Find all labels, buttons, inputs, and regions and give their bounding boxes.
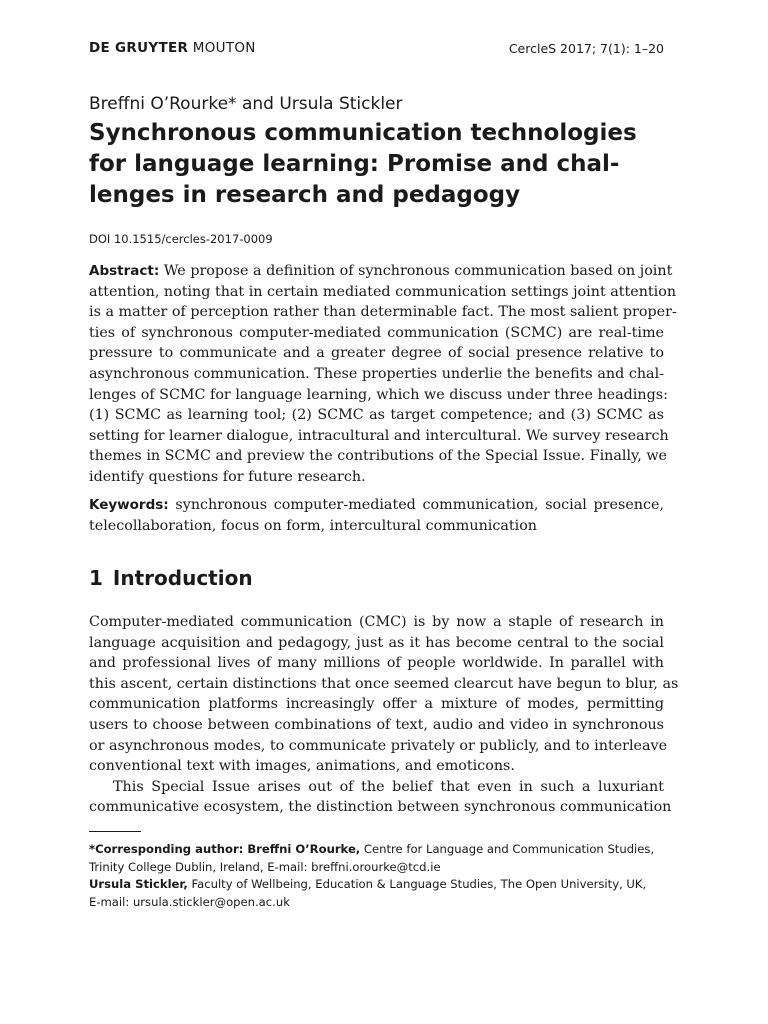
corresponding-author-label: *Corresponding author: Breffni O’Rourke, (89, 842, 361, 856)
section-title: Introduction (112, 566, 253, 590)
abstract-line: lenges of SCMC for language learning, which we discuss under three headings: (89, 386, 668, 403)
corresponding-affiliation: Centre for Language and Communication Studies, (363, 842, 655, 856)
body-line: This Special Issue arises out of the belief that even in such a luxuriant (113, 778, 664, 795)
body-line: users to choose between combinations of text, audio and video in synchronous (89, 716, 664, 733)
abstract-label: Abstract: (89, 263, 160, 279)
footnote-line (89, 841, 664, 859)
abstract-line: ties of synchronous computer-mediated communication (SCMC) are real-time (89, 324, 664, 341)
abstract-text: We propose a definition of synchronous communication based on joint (163, 263, 673, 279)
publisher-name-bold: DE GRUYTER (89, 40, 189, 56)
abstract-line: identify questions for future research. (89, 468, 366, 485)
title-line: for language learning: Promise and chal- (89, 151, 620, 177)
body-line: communicative ecosystem, the distinction between synchronous communication (89, 799, 672, 816)
journal-citation: CercleS 2017; 7(1): 1–20 (508, 41, 664, 56)
abstract-line: attention, noting that in certain mediated communication settings joint attention (89, 283, 677, 300)
body-line: Computer-mediated communication (CMC) is by now a staple of research in (89, 614, 664, 630)
abstract-line (89, 261, 673, 282)
publisher-logo (89, 40, 256, 56)
keywords (89, 495, 664, 536)
body-line: or asynchronous modes, to communicate privately or publicly, and to interleave (89, 737, 668, 754)
body-line: this ascent, certain distinctions that once seemed clearcut have begun to blur, as (89, 675, 679, 692)
abstract-line: asynchronous communication. These properties underlie the benefits and chal- (89, 365, 664, 382)
paper-page (89, 0, 679, 1024)
keywords-text: synchronous computer-mediated communication, social presence, (175, 497, 665, 513)
body-line: language acquisition and pedagogy, just as it has become central to the social (89, 634, 664, 651)
body-line: conventional text with images, animations, and emoticons. (89, 758, 515, 775)
footnote-divider (89, 831, 141, 832)
title-line: Synchronous communication technologies (89, 120, 637, 146)
abstract (89, 261, 677, 488)
paper-title (89, 118, 664, 211)
abstract-line: themes in SCMC and preview the contributions of the Special Issue. Finally, we (89, 448, 668, 465)
second-author-label: Ursula Stickler, (89, 877, 188, 891)
footnotes (89, 841, 664, 911)
footnote-line (89, 876, 664, 894)
title-line: lenges in research and pedagogy (89, 182, 521, 208)
publisher-name-light: MOUTON (192, 40, 256, 56)
author-line: Breffni O’Rourke* and Ursula Stickler (89, 94, 403, 114)
body-line: communication platforms increasingly offer a mixture of modes, permitting (89, 696, 664, 713)
footnote-line: Trinity College Dublin, Ireland, E-mail: breffni.orourke@tcd.ie (89, 859, 441, 874)
keywords-line (89, 495, 664, 516)
footnote-line: E-mail: ursula.stickler@open.ac.uk (89, 894, 290, 909)
body-line: and professional lives of many millions of people worldwide. In parallel with (89, 655, 664, 672)
section-heading (89, 566, 253, 590)
abstract-line: (1) SCMC as learning tool; (2) SCMC as target competence; and (3) SCMC as (89, 407, 664, 424)
introduction-body (89, 612, 679, 818)
section-number: 1 (89, 566, 103, 590)
doi: DOI 10.1515/cercles-2017-0009 (89, 232, 273, 246)
abstract-line: is a matter of perception rather than determinable fact. The most salient proper- (89, 304, 677, 321)
abstract-line: setting for learner dialogue, intracultural and intercultural. We survey research (89, 427, 669, 444)
keywords-line: telecollaboration, focus on form, intercultural communication (89, 517, 538, 534)
second-author-affiliation: Faculty of Wellbeing, Education & Language Studies, The Open University, UK, (191, 877, 647, 891)
masthead (89, 38, 664, 58)
keywords-label: Keywords: (89, 497, 169, 513)
abstract-line: pressure to communicate and a greater degree of social presence relative to (89, 345, 664, 362)
